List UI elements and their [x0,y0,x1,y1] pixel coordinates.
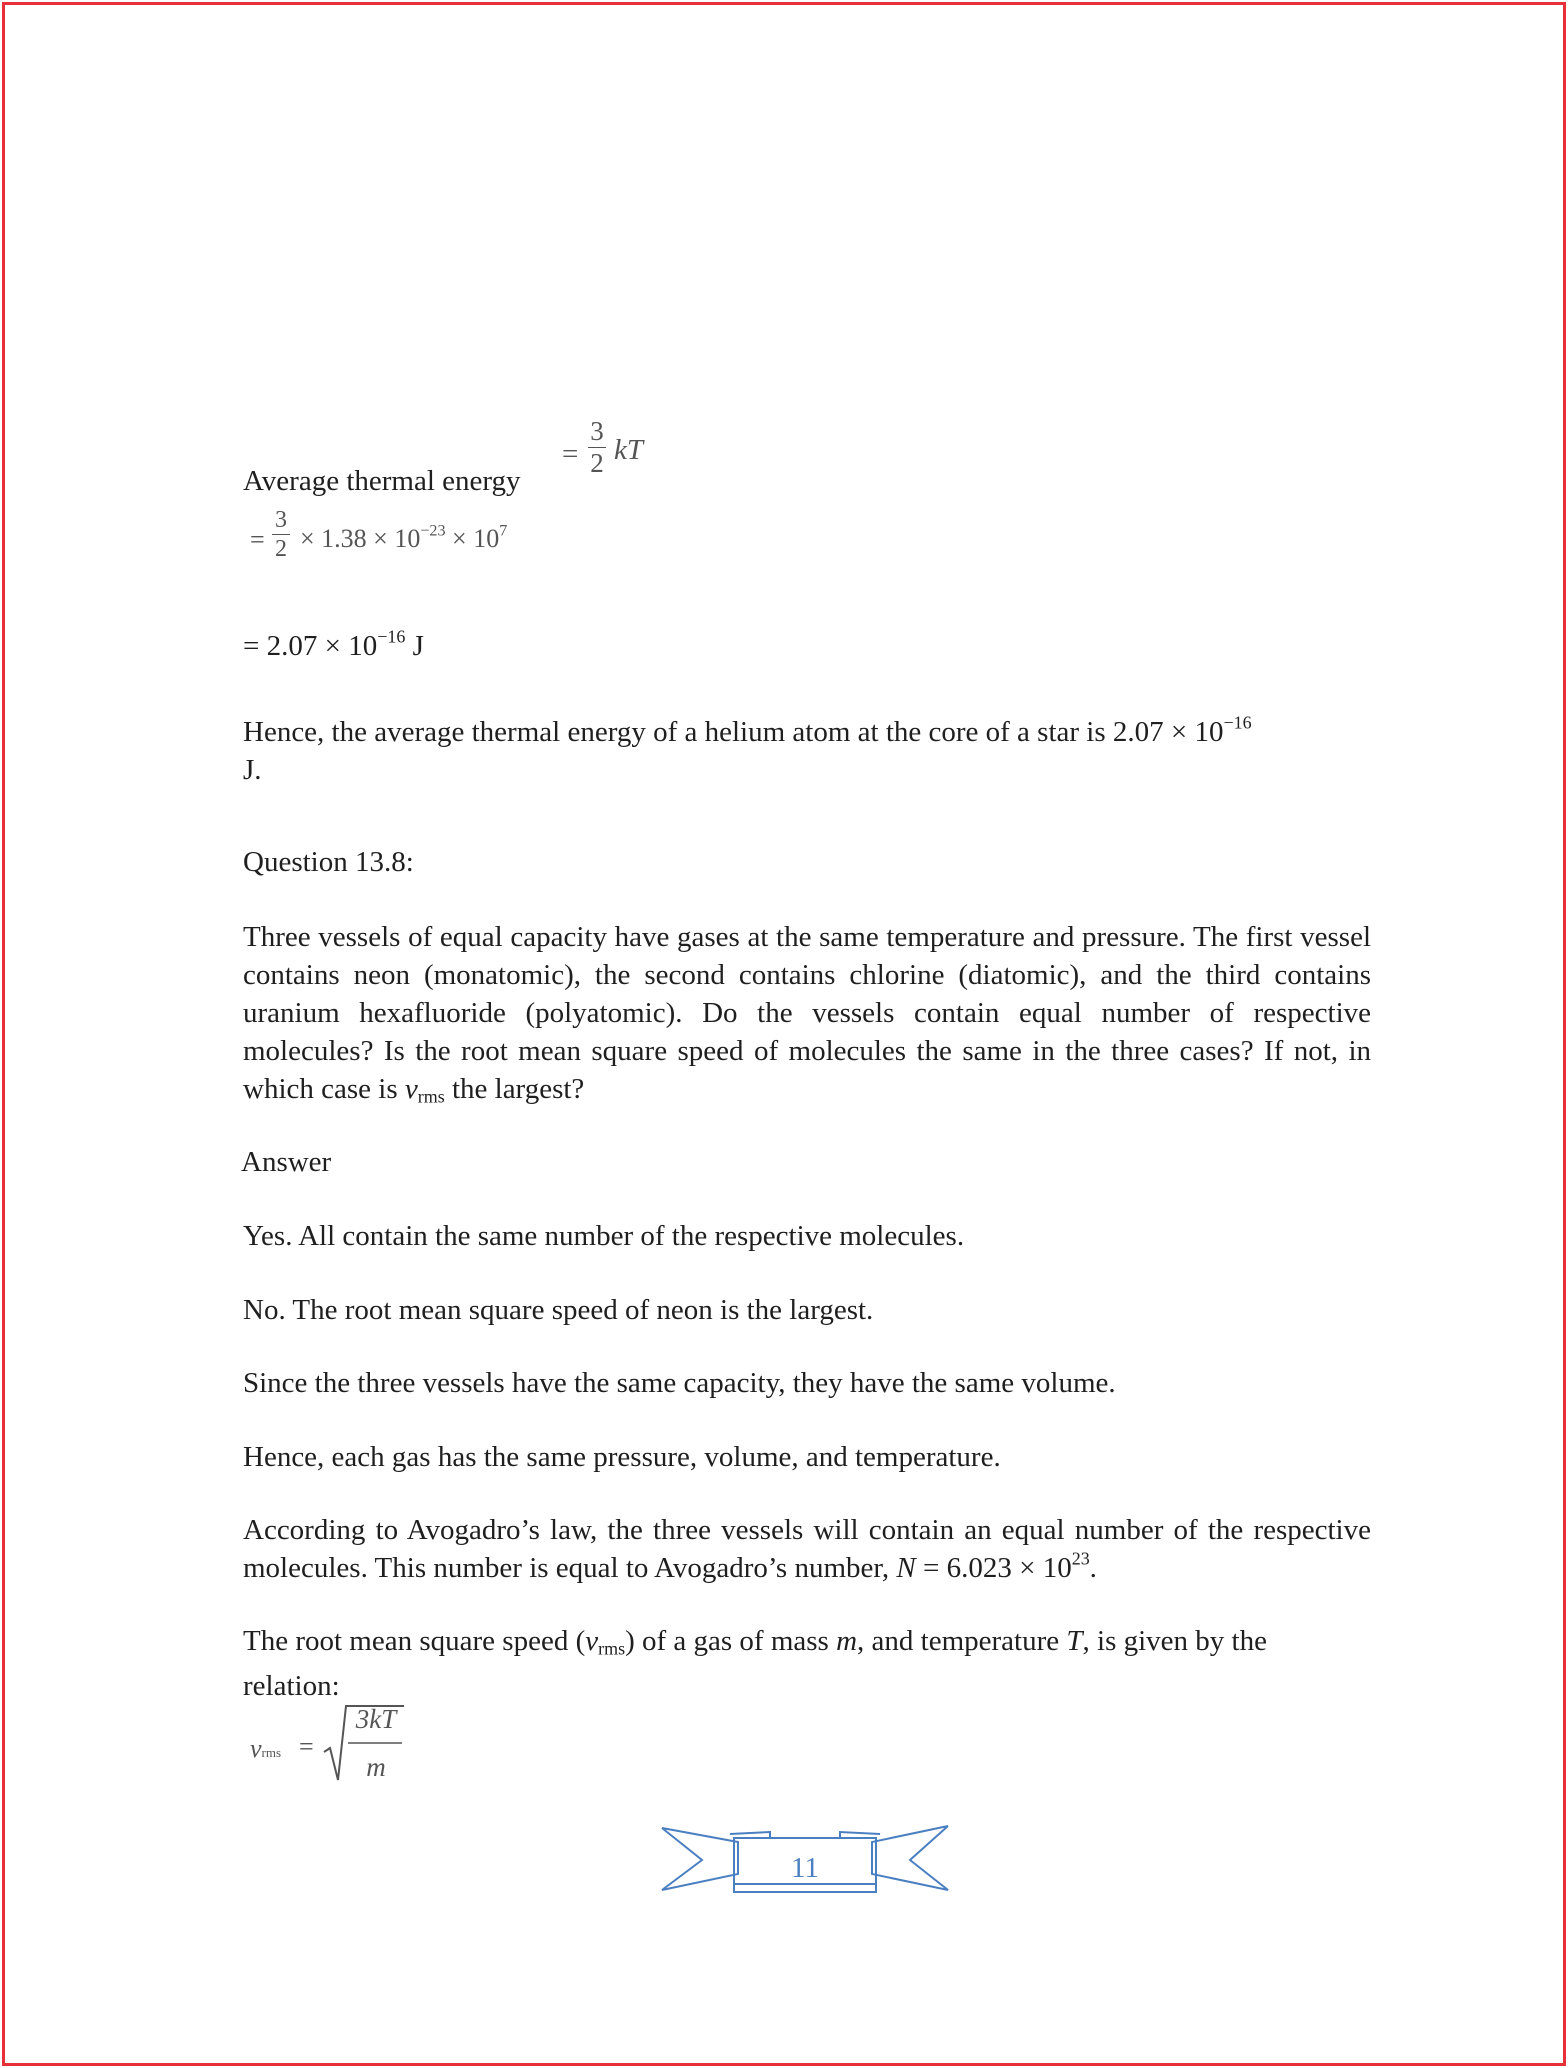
energy-result [243,627,424,665]
eq2-denominator: 2 [275,536,287,562]
rms-formula-equals: = [299,1732,314,1761]
eq2-equals: = [250,525,265,554]
rms-formula-lhs [250,1734,281,1764]
answer-p6 [243,1622,1363,1705]
rms-lhs-sub: rms [261,1745,282,1760]
p6-a: The root mean square speed ( [243,1625,586,1657]
eq2-exp-b: 7 [499,522,508,540]
result-prefix: = 2.07 × 10 [243,630,378,662]
p5-text: According to Avogadro’s law, the three vessels will contain an equal number of the respective molecules. This number is equal to Avogadro’s number, [243,1514,1371,1584]
p6-v: v [585,1625,599,1657]
energy-conclusion [243,713,1371,789]
eq2-fraction [272,508,290,561]
p5-N: N [896,1552,916,1584]
answer-heading: Answer [241,1146,332,1178]
question-v-symbol: v [404,1073,418,1105]
answer-p2: No. The root mean square speed of neon is the largest. [243,1294,874,1326]
conclusion-tail: J. [243,754,262,786]
question-tail-text: the largest? [444,1073,585,1105]
result-unit: J [405,630,424,662]
answer-p1: Yes. All contain the same number of the respective molecules. [243,1220,965,1252]
p5-exp: 23 [1071,1548,1090,1569]
p6-d: , is given by the relation: [243,1625,1267,1703]
rms-denominator: m [366,1752,386,1782]
p6-m: m [836,1625,858,1657]
eq2-part-b: × 10 [445,524,500,553]
conclusion-exp: −16 [1223,712,1252,733]
eq1-kT: kT [614,434,643,466]
p6-c: , and temperature [857,1625,1067,1657]
answer-p4: Hence, each gas has the same pressure, volume, and temperature. [243,1441,1001,1473]
p6-T: T [1066,1625,1083,1657]
avg-energy-label: Average thermal energy [243,465,521,497]
eq1-equals: = [562,438,579,470]
answer-p3: Since the three vessels have the same capacity, they have the same volume. [243,1367,1116,1399]
answer-p5 [243,1511,1371,1587]
p6-b: ) of a gas of mass [625,1625,837,1657]
eq1-numerator: 3 [590,416,604,446]
p6-sub: rms [598,1638,626,1659]
eq1-fraction [588,418,606,477]
p5-value: = 6.023 × 10 [915,1552,1072,1584]
rms-numerator: 3kT [355,1704,397,1734]
result-exp: −16 [377,626,406,647]
conclusion-text: Hence, the average thermal energy of a helium atom at the core of a star is 2.07 × 10 [243,716,1224,748]
eq2-numerator: 3 [275,507,287,533]
question-text [243,918,1371,1115]
question-main-text: Three vessels of equal capacity have gases at the same temperature and pressure. The first vessel contains neon (monatomic), the second contains chlorine (diatomic), and the third contains uranium hexafluoride (polyatomic). Do the vessels contain equal number of respective molecules? Is the root mean square speed of molecules the same in the three cases? If not, in which case is [243,921,1371,1105]
question-v-sub: rms [417,1086,445,1107]
eq2-part-a: × 1.38 × 10 [300,524,421,553]
eq2-fraction-bar [272,534,290,535]
eq2-exp-a: −23 [420,522,446,540]
p5-end: . [1089,1552,1097,1584]
eq1-denominator: 2 [590,448,604,478]
eq2-expression [300,524,507,554]
question-heading: Question 13.8: [243,846,414,878]
page-number: 11 [791,1852,819,1884]
rms-lhs-v: v [250,1734,262,1763]
